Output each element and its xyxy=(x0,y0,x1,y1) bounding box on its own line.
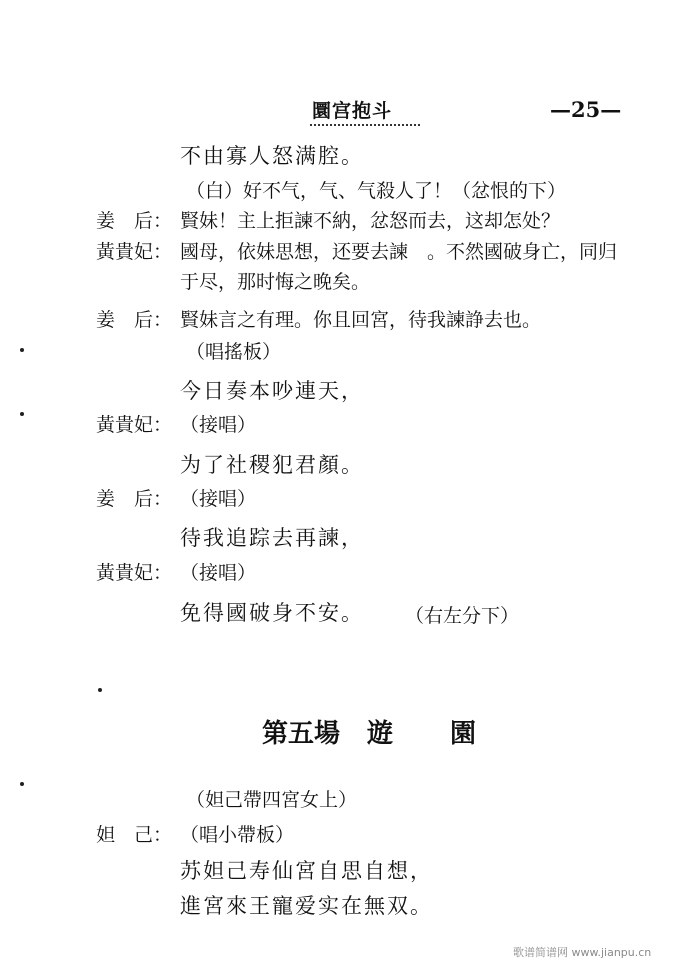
margin-mark xyxy=(98,688,102,692)
speaker-label: 黃貴妃： xyxy=(96,414,173,436)
speaker-label: 黃貴妃： xyxy=(96,562,173,584)
page-number: —25— xyxy=(550,97,622,122)
stage-direction: （接唱） xyxy=(180,488,257,510)
stage-direction: （妲己帶四宮女上） xyxy=(186,789,358,811)
sung-line: 免得國破身不安。 xyxy=(180,601,364,625)
speaker-label: 姜 后： xyxy=(96,210,173,232)
stage-direction: （接唱） xyxy=(180,414,257,436)
sung-line: 为了社稷犯君顏。 xyxy=(180,453,364,477)
stage-direction: （右左分下） xyxy=(405,605,520,627)
stage-direction: （接唱） xyxy=(180,562,257,584)
sung-line: 苏妲己寿仙宮自思自想， xyxy=(180,859,433,883)
stage-direction: （唱搖板） xyxy=(186,341,282,363)
scene-title-part: 遊 xyxy=(367,719,394,749)
running-title: 圜宫抱斗 xyxy=(312,100,393,122)
speaker-label: 姜 后： xyxy=(96,309,173,331)
margin-mark xyxy=(20,782,24,786)
dialogue-line: 賢妹！主上拒諫不納，忿怒而去，这却怎处？ xyxy=(180,210,561,232)
dialogue-line: 賢妹言之有理。你且回宮，待我諫諍去也。 xyxy=(180,309,542,331)
sung-line: 今日奏本吵連天， xyxy=(180,379,364,403)
scene-number: 第五場 xyxy=(262,719,341,749)
speaker-label: 姜 后： xyxy=(96,488,173,510)
dialogue-line: 國母，依妹思想，还要去諫 。不然國破身亡，同归 xyxy=(180,241,618,263)
speaker-label: 黃貴妃： xyxy=(96,241,173,263)
margin-mark xyxy=(20,412,24,416)
site-watermark: 歌谱简谱网 www.jianpu.cn xyxy=(513,946,652,959)
sung-line: 不由寡人怒满腔。 xyxy=(180,144,364,168)
running-title-underline xyxy=(310,121,420,126)
stage-direction: （唱小帶板） xyxy=(180,824,295,846)
speaker-label: 妲 己： xyxy=(96,824,173,846)
sung-line: 待我追踪去再諫， xyxy=(180,526,364,550)
spoken-line: （白）好不气，气、气殺人了！（忿恨的下） xyxy=(186,180,567,202)
margin-mark xyxy=(20,348,24,352)
scene-title-part: 園 xyxy=(450,719,477,749)
sung-line: 進宮來王寵爱实在無双。 xyxy=(180,894,433,918)
dialogue-line: 于尽，那时悔之晚矣。 xyxy=(180,271,371,293)
